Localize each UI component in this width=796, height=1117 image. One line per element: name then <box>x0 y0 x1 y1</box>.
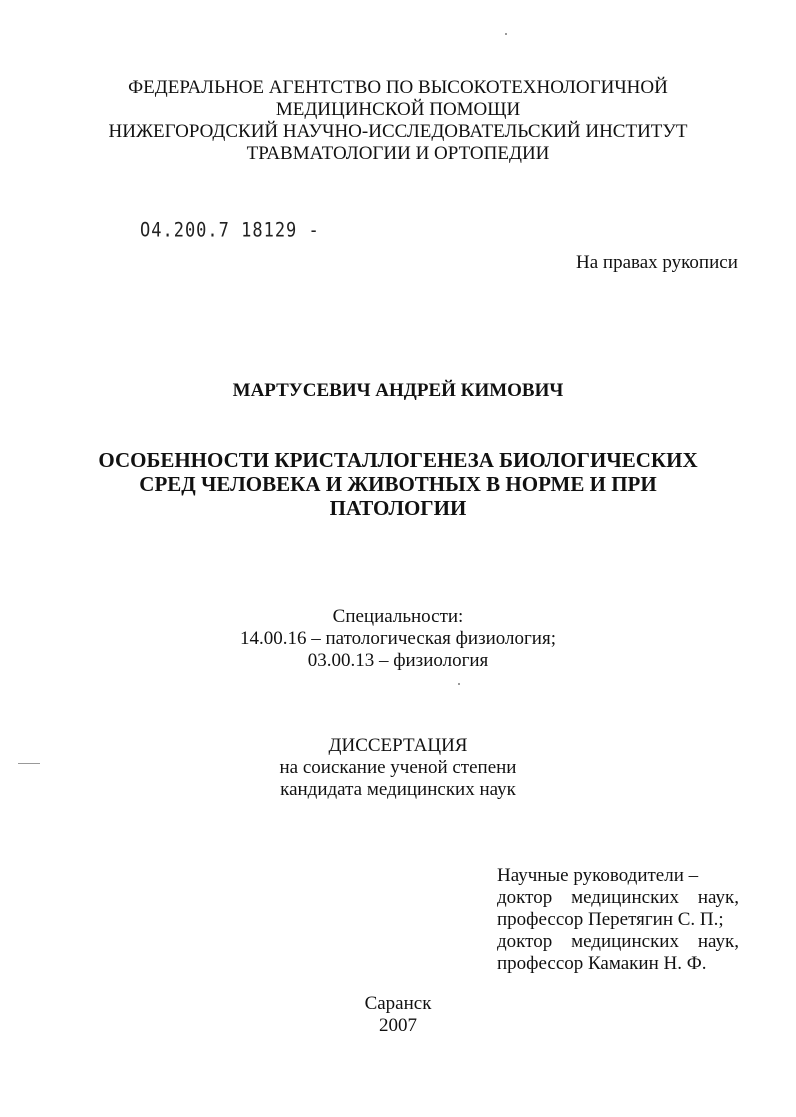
degree-line-2: кандидата медицинских наук <box>280 779 516 800</box>
supervisors-label: Научные руководители – <box>497 865 699 886</box>
thesis-title-line-3: ПАТОЛОГИИ <box>329 496 467 520</box>
specialties-label: Специальности: <box>332 606 464 627</box>
institute-line-1: НИЖЕГОРОДСКИЙ НАУЧНО-ИССЛЕДОВАТЕЛЬСКИЙ ИНСТИТУТ <box>108 121 688 142</box>
thesis-title-line-2: СРЕД ЧЕЛОВЕКА И ЖИВОТНЫХ В НОРМЕ И ПРИ <box>139 472 657 496</box>
author-name: МАРТУСЕВИЧ АНДРЕЙ КИМОВИЧ <box>232 380 564 401</box>
agency-line-1: ФЕДЕРАЛЬНОЕ АГЕНТСТВО ПО ВЫСОКОТЕХНОЛОГИЧНОЙ <box>128 77 668 98</box>
scan-artifact <box>458 683 460 685</box>
supervisor-1-degree: доктор медицинских наук, <box>497 887 739 908</box>
specialty-item-1: 14.00.16 – патологическая физиология; <box>240 628 556 649</box>
supervisor-2-degree: доктор медицинских наук, <box>497 931 739 952</box>
supervisors-block <box>497 865 739 975</box>
supervisor-1-name: профессор Перетягин С. П.; <box>497 909 724 930</box>
degree-line-1: на соискание ученой степени <box>279 757 517 778</box>
agency-line-2: МЕДИЦИНСКОЙ ПОМОЩИ <box>275 99 521 120</box>
year: 2007 <box>379 1015 417 1036</box>
rights-note: На правах рукописи <box>576 252 738 273</box>
institute-line-2: ТРАВМАТОЛОГИИ И ОРТОПЕДИИ <box>246 143 550 164</box>
specialty-item-2: 03.00.13 – физиология <box>307 650 489 671</box>
thesis-title-line-1: ОСОБЕННОСТИ КРИСТАЛЛОГЕНЕЗА БИОЛОГИЧЕСКИХ <box>98 448 698 472</box>
scan-artifact <box>505 33 507 35</box>
supervisor-2-name: профессор Камакин Н. Ф. <box>497 953 707 974</box>
dissertation-heading: ДИССЕРТАЦИЯ <box>328 735 468 756</box>
scan-artifact <box>18 763 40 764</box>
city: Саранск <box>364 993 432 1014</box>
library-stamp-number: Ο4.200.7 18129 - <box>140 219 320 242</box>
